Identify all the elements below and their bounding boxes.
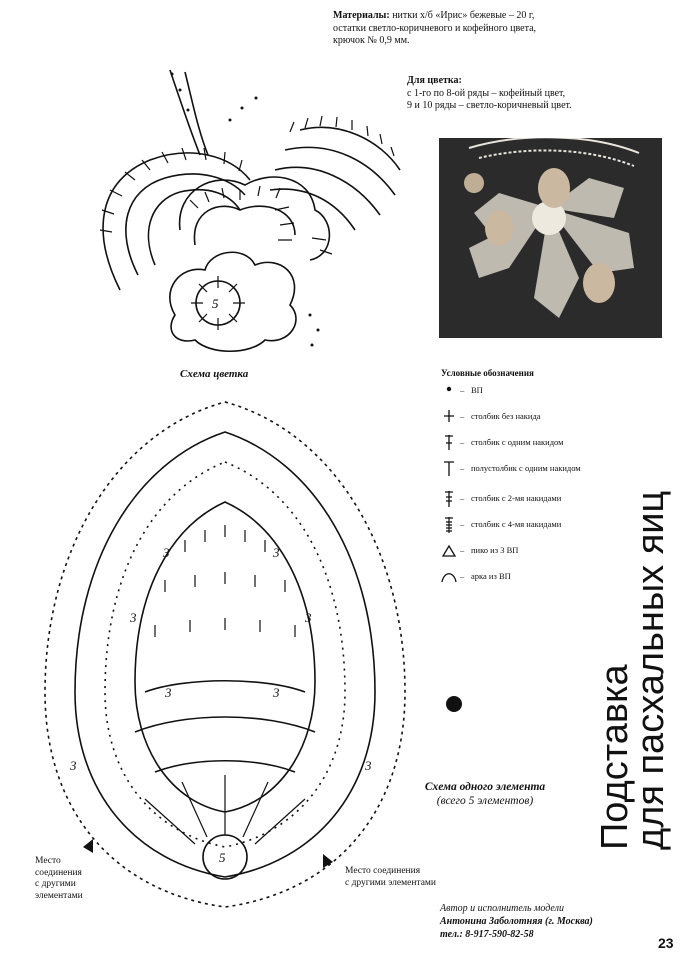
legend-item: – столбик с 2-мя накидами (437, 489, 617, 515)
repeat-label-2: 3 (273, 545, 280, 560)
element-scheme-caption (400, 780, 570, 808)
element-caption-line2: (всего 5 элементов) (436, 795, 534, 807)
legend-item: – пико из 3 ВП (437, 541, 617, 567)
element-diagram (35, 392, 415, 922)
legend (437, 381, 617, 593)
element-center-label: 5 (219, 850, 226, 865)
legend-item: – полустолбик с одним накидом (437, 459, 617, 489)
flower-note-line2: 9 и 10 ряды – светло-коричневый цвет. (407, 100, 572, 111)
author-line2: Антонина Заболотняя (г. Москва) (440, 916, 593, 927)
flower-diagram (80, 60, 420, 360)
title-line2: для пасхальных яиц (630, 490, 672, 850)
repeat-label-7: 3 (70, 758, 77, 773)
legend-item: – ВП (437, 381, 617, 407)
arch-icon (441, 569, 457, 585)
title-line1: Подставка (594, 664, 636, 850)
legend-item: – столбик с 4-мя накидами (437, 515, 617, 541)
page-title (594, 360, 672, 850)
single-crochet-icon (441, 409, 457, 425)
author-line3: тел.: 8-917-590-82-58 (440, 929, 534, 940)
quad-treble-icon (441, 517, 457, 533)
double-crochet-icon (441, 435, 457, 451)
element-caption-line1: Схема одного элемента (424, 781, 546, 793)
repeat-label-8: 3 (365, 758, 372, 773)
author-block (440, 902, 593, 941)
chain-dot-icon (441, 383, 457, 399)
materials-block (333, 10, 583, 48)
materials-line2: остатки светло-коричневого и кофейного цвета, (333, 22, 537, 34)
repeat-label-5: 3 (165, 685, 172, 700)
right-join-marker (323, 854, 333, 868)
section-dot-icon (446, 696, 462, 712)
materials-line3: крючок № 0,9 мм. (333, 35, 410, 46)
picot-icon (441, 543, 457, 559)
author-line1: Автор и исполнитель модели (440, 903, 564, 914)
left-join-marker (83, 839, 93, 853)
flower-color-note (407, 75, 607, 113)
repeat-label-3: 3 (130, 610, 137, 625)
repeat-label-1: 3 (163, 545, 170, 560)
legend-item: – столбик без накида (437, 407, 617, 433)
legend-title: Условные обозначения (441, 368, 534, 378)
legend-item: – арка из ВП (437, 567, 617, 593)
materials-line1: нитки х/б «Ирис» бежевые – 20 г, (389, 10, 535, 21)
materials-label: Материалы: (333, 10, 390, 21)
page-number: 23 (658, 935, 674, 951)
flower-note-line1: с 1-го по 8-ой ряды – кофейный цвет, (407, 87, 566, 99)
flower-center-label: 5 (212, 296, 219, 311)
repeat-label-6: 3 (273, 685, 280, 700)
product-photo (439, 138, 662, 338)
legend-item: – столбик с одним накидом (437, 433, 617, 459)
half-double-crochet-icon (441, 461, 457, 477)
flower-scheme-caption: Схема цветка (180, 368, 249, 380)
repeat-label-4: 3 (305, 610, 312, 625)
join-place-right: Место соединения с другими элементами (345, 866, 437, 888)
treble-crochet-icon (441, 491, 457, 507)
lace-egg-stand-image (439, 138, 662, 338)
join-place-left: Место соединения с другими элементами (35, 856, 83, 901)
flower-note-label: Для цветка: (407, 75, 462, 86)
